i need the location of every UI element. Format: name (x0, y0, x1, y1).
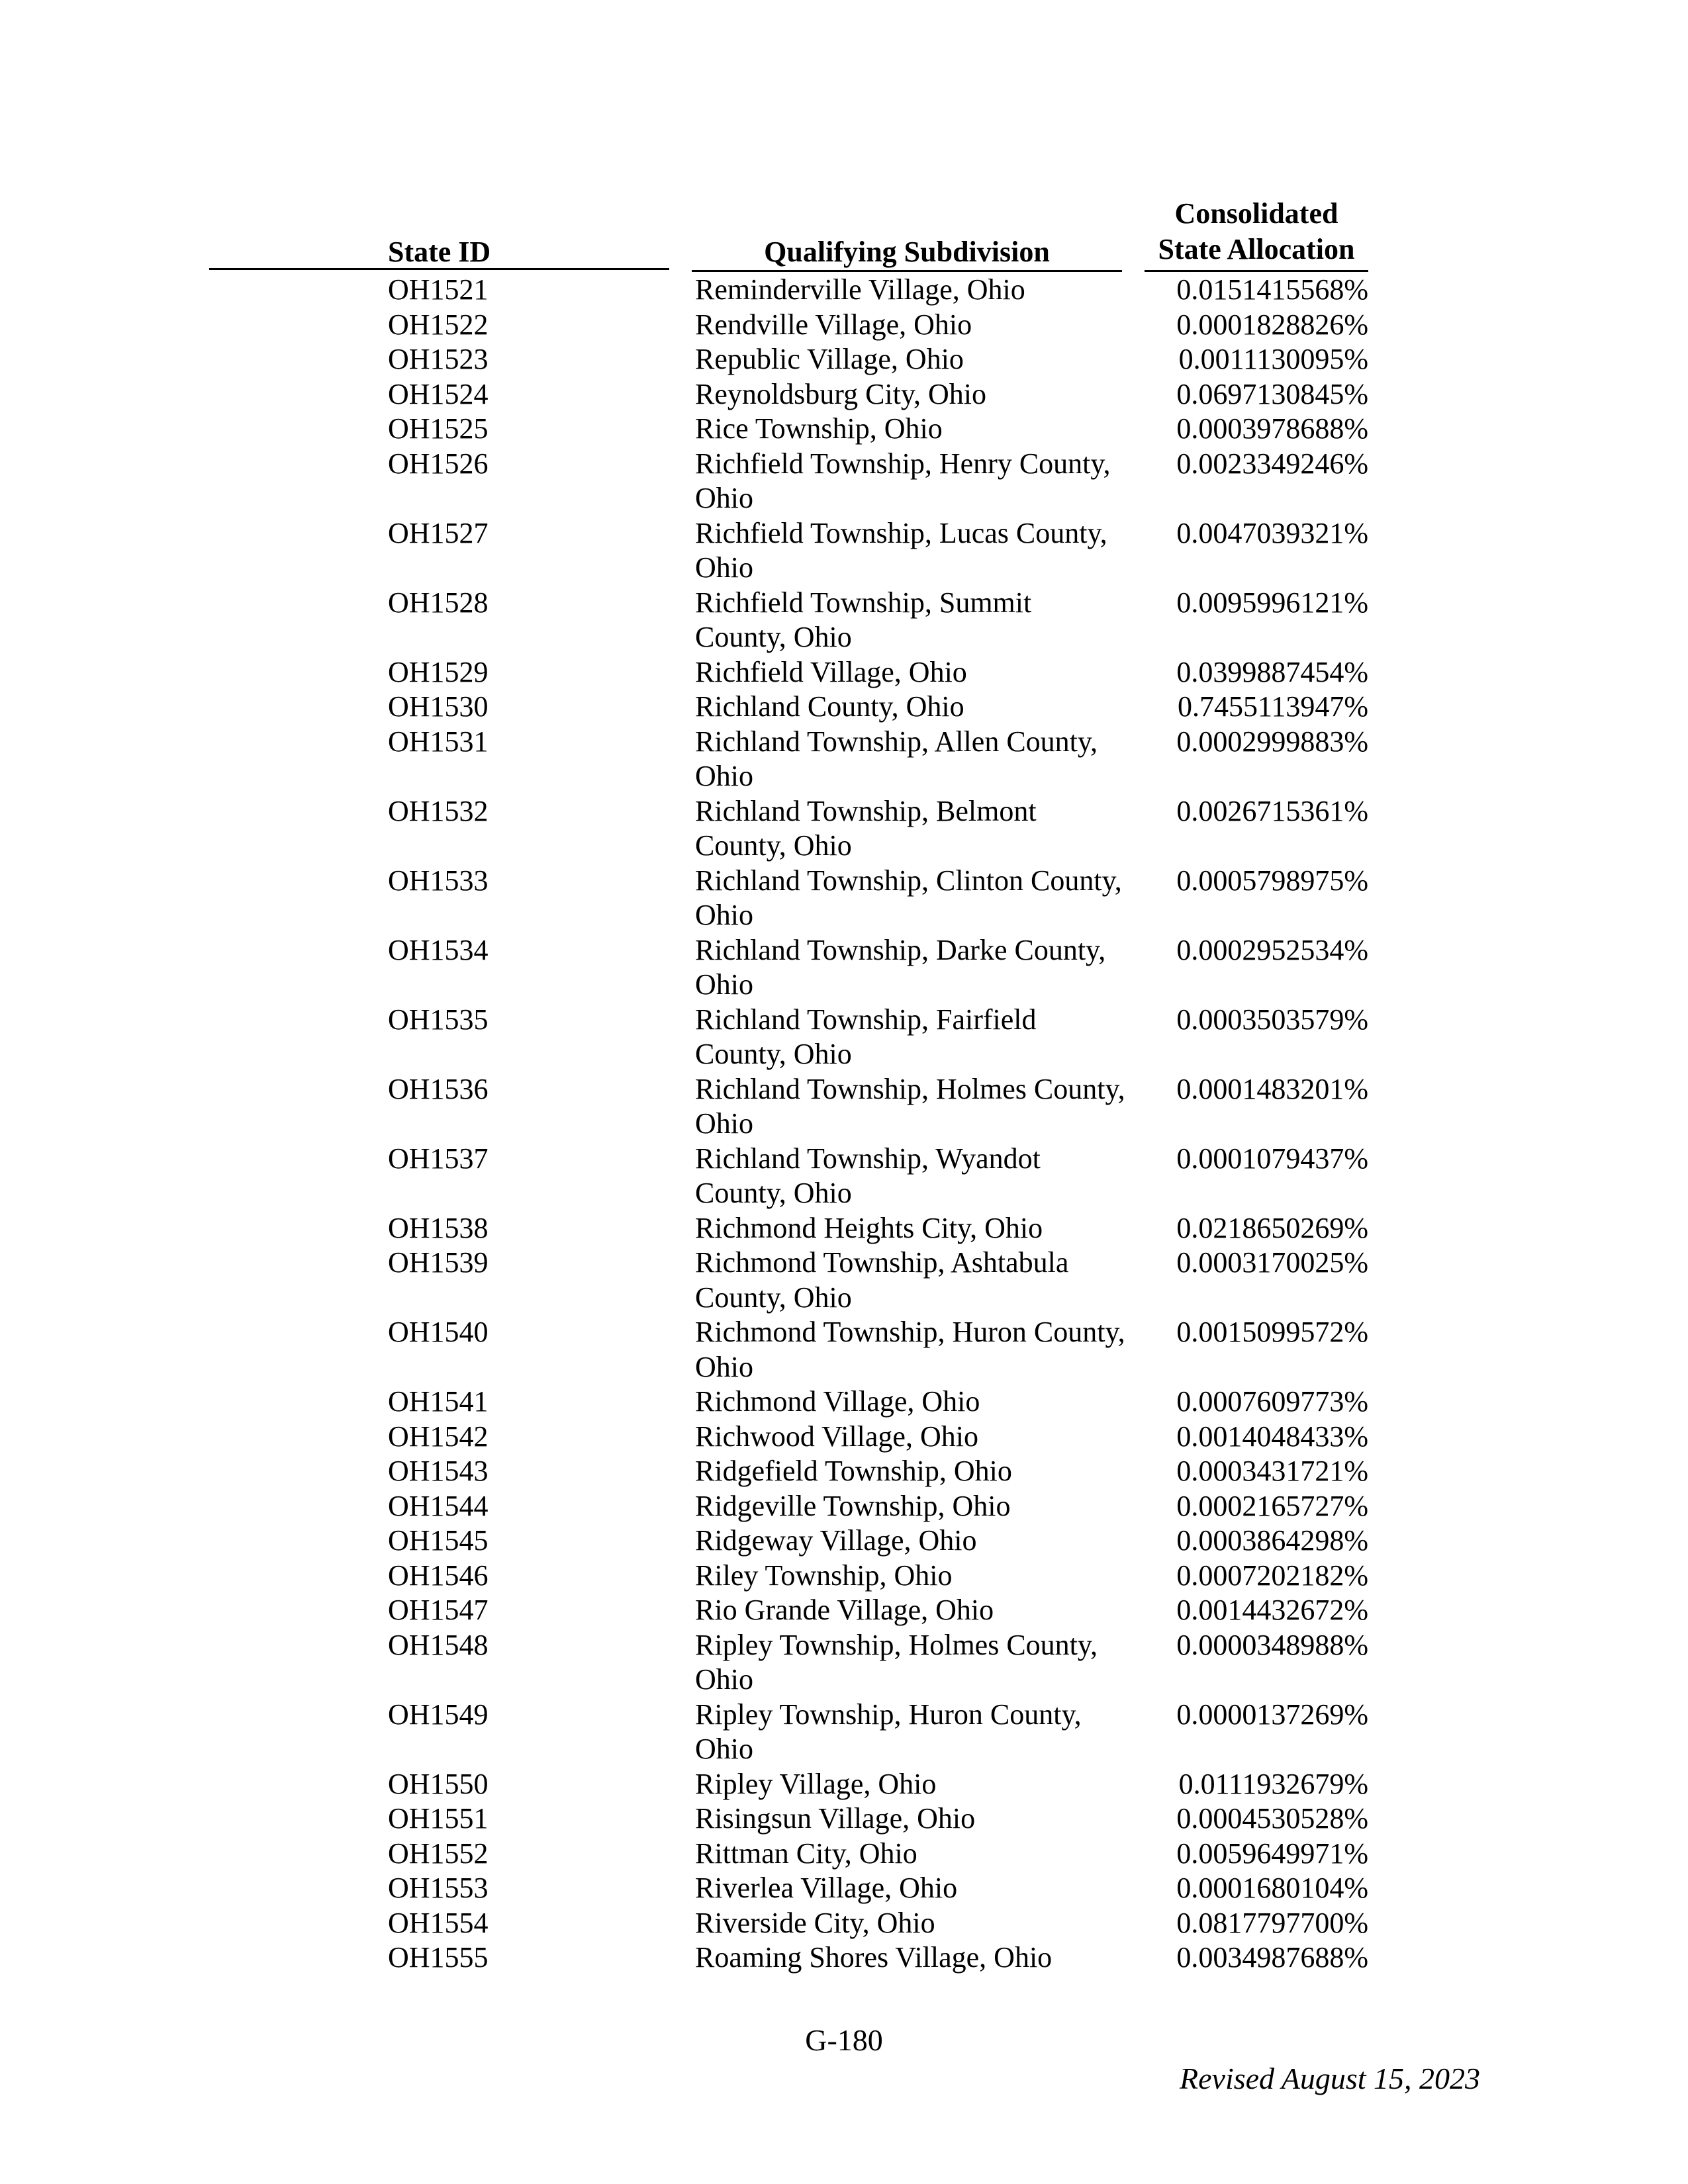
table-row (0, 1559, 1688, 1594)
subdivision-cell: Rittman City, Ohio (695, 1837, 917, 1870)
subdivision-cell: Reynoldsburg City, Ohio (695, 377, 987, 410)
subdivision-cell: Reminderville Village, Ohio (695, 273, 1025, 306)
subdivision-cell: Richland Township, Holmes County, Ohio (695, 1072, 1125, 1140)
table-row (0, 725, 1688, 794)
table-row (0, 1246, 1688, 1315)
allocation-cell: 0.0001680104% (1176, 1872, 1368, 1904)
header-allocation-line-1: Consolidated (1174, 197, 1338, 230)
allocation-cell: 0.0151415568% (1176, 273, 1368, 306)
subdivision-cell: Richmond Heights City, Ohio (695, 1211, 1043, 1244)
table-row (0, 794, 1688, 864)
subdivision-cell: Risingsun Village, Ohio (695, 1802, 976, 1835)
state-id-cell: OH1544 (388, 1489, 489, 1522)
page-number: G-180 (805, 2023, 883, 2057)
subdivision-cell: Richland Township, Fairfield County, Ohio (695, 1003, 1037, 1070)
table-row (0, 1593, 1688, 1628)
table-row (0, 342, 1688, 377)
state-id-cell: OH1528 (388, 586, 489, 619)
allocation-cell: 0.0003864298% (1176, 1524, 1368, 1557)
state-id-cell: OH1554 (388, 1906, 489, 1939)
allocation-cell: 0.0005798975% (1176, 864, 1368, 897)
state-id-cell: OH1521 (388, 273, 489, 306)
allocation-cell: 0.0047039321% (1176, 516, 1368, 549)
state-id-cell: OH1529 (388, 655, 489, 688)
state-id-cell: OH1522 (388, 308, 489, 341)
state-id-cell: OH1549 (388, 1698, 489, 1731)
state-id-cell: OH1532 (388, 794, 489, 827)
state-id-cell: OH1539 (388, 1246, 489, 1279)
state-id-cell: OH1527 (388, 516, 489, 549)
allocation-cell: 0.0014432672% (1176, 1594, 1368, 1626)
allocation-cell: 0.0004530528% (1176, 1802, 1368, 1835)
allocation-cell: 0.0003431721% (1176, 1455, 1368, 1487)
subdivision-cell: Richland Township, Belmont County, Ohio (695, 794, 1037, 862)
state-id-cell: OH1552 (388, 1837, 489, 1870)
table-row (0, 1698, 1688, 1767)
header-allocation-line-2: State Allocation (1158, 233, 1355, 265)
allocation-cell: 0.0001483201% (1176, 1072, 1368, 1105)
subdivision-cell: Richland Township, Wyandot County, Ohio (695, 1142, 1041, 1209)
subdivision-cell: Riverside City, Ohio (695, 1906, 935, 1939)
table-row (0, 447, 1688, 516)
allocation-cell: 0.0697130845% (1176, 377, 1368, 410)
allocation-cell: 0.0002999883% (1176, 725, 1368, 758)
subdivision-cell: Roaming Shores Village, Ohio (695, 1941, 1053, 1974)
table-row (0, 864, 1688, 933)
subdivision-cell: Rendville Village, Ohio (695, 308, 972, 341)
table-row (0, 1801, 1688, 1837)
allocation-cell: 0.0002165727% (1176, 1489, 1368, 1522)
table-row (0, 1871, 1688, 1906)
table-row (0, 690, 1688, 725)
subdivision-cell: Richmond Township, Ashtabula County, Ohio (695, 1246, 1069, 1314)
state-id-cell: OH1526 (388, 447, 489, 480)
state-id-cell: OH1545 (388, 1524, 489, 1557)
table-row (0, 1628, 1688, 1698)
subdivision-cell: Ripley Village, Ohio (695, 1767, 937, 1800)
allocation-cell: 0.0003503579% (1176, 1003, 1368, 1036)
subdivision-cell: Richfield Township, Lucas County, Ohio (695, 516, 1107, 584)
allocation-cell: 0.7455113947% (1177, 690, 1368, 723)
subdivision-cell: Richmond Village, Ohio (695, 1385, 980, 1418)
state-id-cell: OH1533 (388, 864, 489, 897)
allocation-cell: 0.0111932679% (1178, 1767, 1368, 1800)
allocation-cell: 0.0026715361% (1176, 794, 1368, 827)
subdivision-cell: Richmond Township, Huron County, Ohio (695, 1316, 1125, 1383)
subdivision-cell: Riverlea Village, Ohio (695, 1872, 958, 1904)
state-id-cell: OH1537 (388, 1142, 489, 1175)
table-row (0, 1315, 1688, 1385)
subdivision-cell: Richland County, Ohio (695, 690, 964, 723)
subdivision-cell: Ridgeway Village, Ohio (695, 1524, 977, 1557)
header-state-id: State ID (209, 234, 669, 270)
allocation-cell: 0.0003978688% (1176, 412, 1368, 445)
table-header (0, 196, 1688, 273)
table-row (0, 1072, 1688, 1142)
subdivision-cell: Richfield Village, Ohio (695, 655, 967, 688)
subdivision-cell: Rio Grande Village, Ohio (695, 1594, 994, 1626)
allocation-cell: 0.0015099572% (1176, 1316, 1368, 1348)
allocation-cell: 0.0000348988% (1176, 1628, 1368, 1661)
subdivision-cell: Richwood Village, Ohio (695, 1420, 978, 1453)
table-row (0, 1211, 1688, 1246)
state-id-cell: OH1541 (388, 1385, 489, 1418)
allocation-cell: 0.0399887454% (1176, 655, 1368, 688)
table-row (0, 1940, 1688, 1976)
table-row (0, 1454, 1688, 1489)
allocation-cell: 0.0002952534% (1176, 933, 1368, 966)
allocation-cell: 0.0007609773% (1176, 1385, 1368, 1418)
allocation-cell: 0.0011130095% (1178, 343, 1368, 375)
allocation-cell: 0.0059649971% (1176, 1837, 1368, 1870)
table-row (0, 1385, 1688, 1420)
allocation-cell: 0.0218650269% (1176, 1211, 1368, 1244)
state-id-cell: OH1553 (388, 1872, 489, 1904)
table-row (0, 1767, 1688, 1802)
state-id-cell: OH1550 (388, 1767, 489, 1800)
allocation-cell: 0.0034987688% (1176, 1941, 1368, 1974)
state-id-cell: OH1538 (388, 1211, 489, 1244)
subdivision-cell: Ripley Township, Holmes County, Ohio (695, 1628, 1098, 1696)
allocation-cell: 0.0095996121% (1176, 586, 1368, 619)
table-row (0, 1420, 1688, 1455)
table-row (0, 586, 1688, 655)
table-row (0, 655, 1688, 690)
subdivision-cell: Richland Township, Allen County, Ohio (695, 725, 1098, 792)
state-id-cell: OH1542 (388, 1420, 489, 1453)
state-id-cell: OH1524 (388, 377, 489, 410)
subdivision-cell: Richfield Township, Henry County, Ohio (695, 447, 1111, 514)
subdivision-cell: Ridgeville Township, Ohio (695, 1489, 1011, 1522)
allocation-cell: 0.0817797700% (1176, 1906, 1368, 1939)
header-consolidated-state-allocation (1145, 196, 1368, 272)
state-id-cell: OH1543 (388, 1455, 489, 1487)
table-row (0, 1524, 1688, 1559)
subdivision-cell: Richfield Township, Summit County, Ohio (695, 586, 1032, 653)
state-id-cell: OH1536 (388, 1072, 489, 1105)
table-row (0, 516, 1688, 586)
state-id-cell: OH1546 (388, 1559, 489, 1592)
table-row (0, 1489, 1688, 1524)
allocation-cell: 0.0023349246% (1176, 447, 1368, 480)
subdivision-cell: Richland Township, Clinton County, Ohio (695, 864, 1122, 931)
allocation-cell: 0.0000137269% (1176, 1698, 1368, 1731)
subdivision-cell: Riley Township, Ohio (695, 1559, 953, 1592)
state-id-cell: OH1547 (388, 1594, 489, 1626)
table-row (0, 1003, 1688, 1072)
table-row (0, 377, 1688, 412)
subdivision-cell: Ripley Township, Huron County, Ohio (695, 1698, 1082, 1765)
state-id-cell: OH1531 (388, 725, 489, 758)
state-id-cell: OH1525 (388, 412, 489, 445)
subdivision-cell: Republic Village, Ohio (695, 343, 964, 375)
state-id-cell: OH1530 (388, 690, 489, 723)
subdivision-cell: Rice Township, Ohio (695, 412, 943, 445)
state-id-cell: OH1535 (388, 1003, 489, 1036)
table-row (0, 273, 1688, 308)
subdivision-cell: Ridgefield Township, Ohio (695, 1455, 1012, 1487)
table-row (0, 1142, 1688, 1211)
table-body (0, 273, 1688, 1976)
allocation-cell: 0.0003170025% (1176, 1246, 1368, 1279)
state-id-cell: OH1540 (388, 1316, 489, 1348)
state-id-cell: OH1551 (388, 1802, 489, 1835)
table-row (0, 1906, 1688, 1941)
allocation-cell: 0.0001079437% (1176, 1142, 1368, 1175)
state-id-cell: OH1555 (388, 1941, 489, 1974)
allocation-cell: 0.0014048433% (1176, 1420, 1368, 1453)
state-id-cell: OH1534 (388, 933, 489, 966)
table-row (0, 1837, 1688, 1872)
state-id-cell: OH1523 (388, 343, 489, 375)
allocation-cell: 0.0007202182% (1176, 1559, 1368, 1592)
revised-date: Revised August 15, 2023 (1180, 2062, 1480, 2095)
allocation-cell: 0.0001828826% (1176, 308, 1368, 341)
table-row (0, 308, 1688, 343)
table-row (0, 412, 1688, 447)
header-qualifying-subdivision: Qualifying Subdivision (692, 234, 1122, 272)
subdivision-cell: Richland Township, Darke County, Ohio (695, 933, 1106, 1001)
state-id-cell: OH1548 (388, 1628, 489, 1661)
table-row (0, 933, 1688, 1003)
